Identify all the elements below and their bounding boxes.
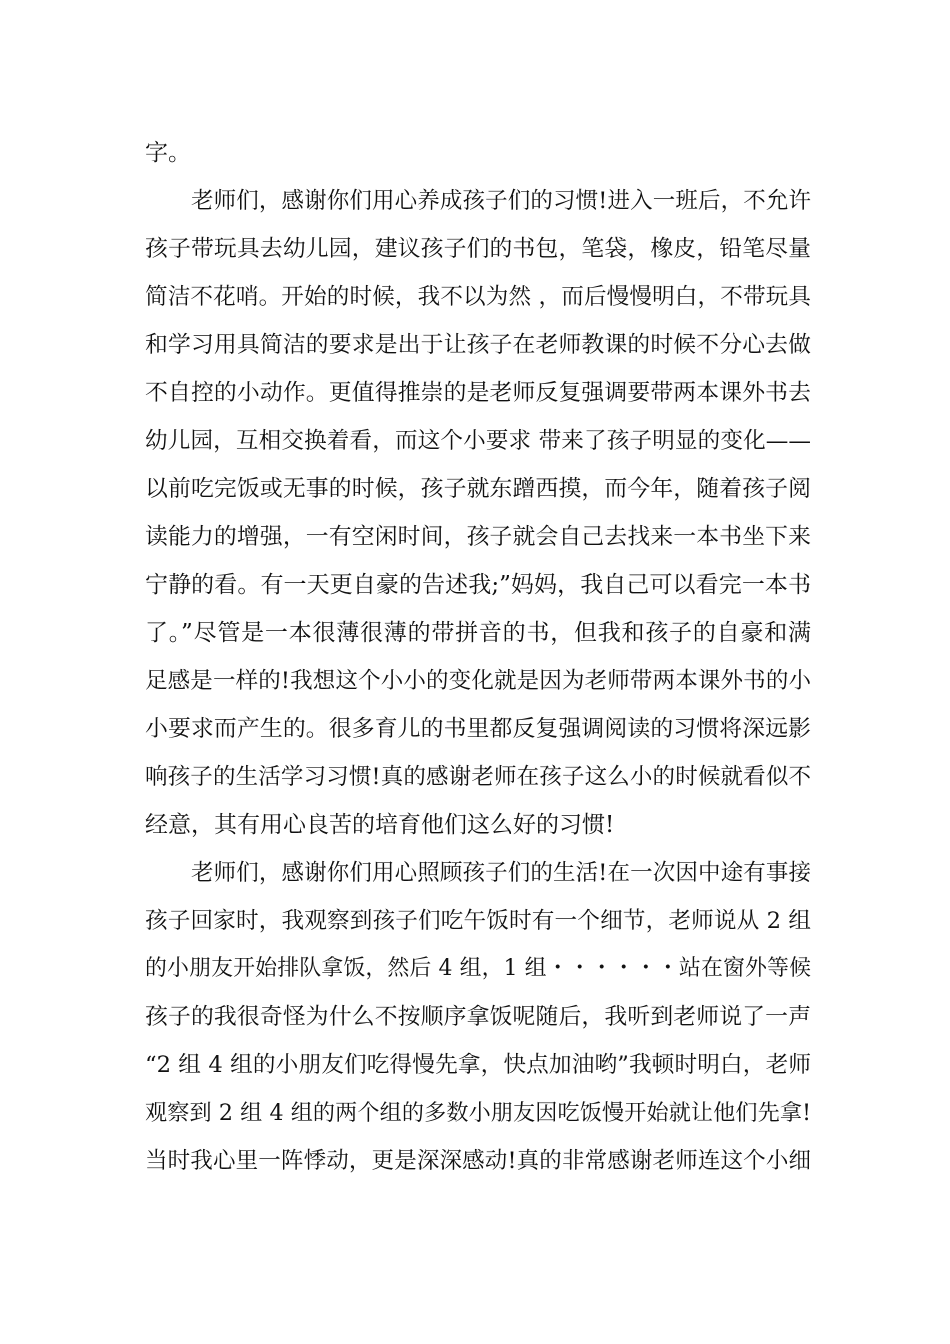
text-line: 孩子的我很奇怪为什么不按顺序拿饭呢随后，我听到老师说了一声: [145, 1004, 811, 1030]
text-line: 和学习用具简洁的要求是出于让孩子在老师教课的时候不分心去做: [145, 332, 811, 358]
paragraph-start-line: 老师们，感谢你们用心照顾孩子们的生活!在一次因中途有事接: [191, 860, 811, 886]
text-line: 的小朋友开始排队拿饭，然后 4 组，1 组・・・・・・站在窗外等候: [145, 956, 811, 981]
paragraph-start-line: 老师们，感谢你们用心养成孩子们的习惯!进入一班后，不允许: [191, 188, 811, 214]
text-line: “2 组 4 组的小朋友们吃得慢先拿，快点加油哟”我顿时明白，老师: [145, 1052, 811, 1078]
text-line: 当时我心里一阵悸动，更是深深感动!真的非常感谢老师连这个小细: [145, 1148, 811, 1174]
text-line: 以前吃完饭或无事的时候，孩子就东蹭西摸，而今年，随着孩子阅: [145, 476, 811, 502]
text-line: 观察到 2 组 4 组的两个组的多数小朋友因吃饭慢开始就让他们先拿!: [145, 1100, 811, 1126]
text-line: 幼儿园，互相交换着看，而这个小要求 带来了孩子明显的变化——: [145, 428, 811, 454]
text-line: 孩子回家时，我观察到孩子们吃午饭时有一个细节，老师说从 2 组: [145, 908, 811, 934]
body-text: [145, 129, 811, 1185]
text-line: 足感是一样的!我想这个小小的变化就是因为老师带两本课外书的小: [145, 668, 811, 694]
text-line: 小要求而产生的。很多育儿的书里都反复强调阅读的习惯将深远影: [145, 716, 811, 742]
text-line: 经意，其有用心良苦的培育他们这么好的习惯!: [145, 812, 615, 838]
text-line: 宁静的看。有一天更自豪的告述我;”妈妈，我自己可以看完一本书: [145, 572, 811, 598]
text-line: 字。: [145, 140, 191, 166]
text-line: 读能力的增强，一有空闲时间，孩子就会自己去找来一本书坐下来: [145, 524, 811, 550]
text-line: 不自控的小动作。更值得推崇的是老师反复强调要带两本课外书去: [145, 380, 811, 406]
text-line: 响孩子的生活学习习惯!真的感谢老师在孩子这么小的时候就看似不: [145, 764, 811, 790]
text-line: 简洁不花哨。开始的时候，我不以为然 ，而后慢慢明白，不带玩具: [145, 284, 811, 310]
text-line: 了。”尽管是一本很薄很薄的带拼音的书，但我和孩子的自豪和满: [145, 620, 811, 646]
text-line: 孩子带玩具去幼儿园，建议孩子们的书包，笔袋，橡皮，铅笔尽量: [145, 236, 811, 262]
